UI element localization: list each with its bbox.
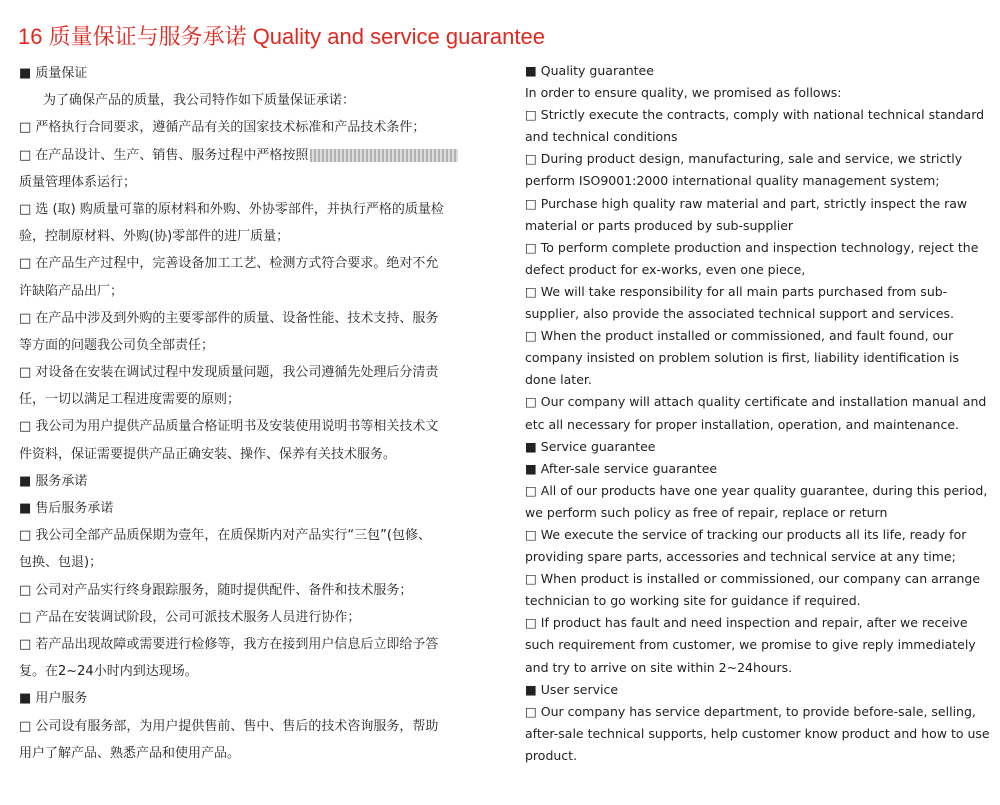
paragraph-line: □ 我公司全部产品质保期为壹年，在质保斯内对产品实行“三包”(包修、 bbox=[19, 528, 431, 544]
page-title: 16 质量保证与服务承诺 Quality and service guarantee bbox=[18, 24, 545, 49]
paragraph-line: supplier, also provide the associated technical support and services. bbox=[525, 306, 955, 322]
paragraph-line: technician to go working site for guidance if required. bbox=[525, 593, 861, 609]
english-column bbox=[525, 60, 995, 767]
section-heading-after-sale: ■ 售后服务承诺 bbox=[19, 501, 114, 516]
paragraph-line: perform ISO9001:2000 international quality management system; bbox=[525, 173, 940, 189]
paragraph-line: 等方面的问题我公司负全部责任； bbox=[19, 337, 215, 353]
paragraph-line: and try to arrive on site within 2~24hours. bbox=[525, 659, 793, 675]
paragraph-line: after-sale technical supports, help customer know product and how to use bbox=[525, 725, 990, 741]
paragraph-line: □ When the product installed or commissioned, and fault found, our bbox=[525, 328, 954, 344]
paragraph-line: □ All of our products have one year quality guarantee, during this period, bbox=[525, 482, 988, 498]
paragraph-line: 许缺陷产品出厂； bbox=[19, 283, 124, 299]
paragraph-line: product. bbox=[525, 747, 578, 763]
section-heading-quality: ■ Quality guarantee bbox=[525, 63, 654, 78]
section-heading-service: ■ Service guarantee bbox=[525, 438, 656, 454]
paragraph-line: 复。在2~24小时内到达现场。 bbox=[19, 664, 198, 680]
paragraph-line: □ Our company has service department, to provide before-sale, selling, bbox=[525, 703, 976, 719]
paragraph-line: providing spare parts, accessories and technical service at any time; bbox=[525, 549, 956, 565]
paragraph-line: we perform such policy as free of repair, replace or return bbox=[525, 504, 888, 520]
paragraph-line: 用户了解产品、熟悉产品和使用产品。 bbox=[19, 745, 241, 761]
paragraph-line: In order to ensure quality, we promised as follows: bbox=[525, 85, 842, 101]
obscured-text-region bbox=[310, 149, 458, 162]
paragraph-line: 验，控制原材料、外购(协)零部件的进厂质量； bbox=[19, 229, 290, 245]
paragraph-line: □ We execute the service of tracking our products all its life, ready for bbox=[525, 526, 967, 542]
paragraph-text: □ 在产品设计、生产、销售、服务过程中严格按照 bbox=[19, 147, 309, 163]
paragraph-line: □ To perform complete production and inspection technology, reject the bbox=[525, 239, 979, 255]
section-heading-quality: ■ 质量保证 bbox=[19, 66, 88, 81]
paragraph-line: □ Our company will attach quality certificate and installation manual and bbox=[525, 394, 987, 410]
paragraph-line: □ 公司设有服务部，为用户提供售前、售中、售后的技术咨询服务，帮助 bbox=[19, 718, 439, 734]
chinese-column bbox=[19, 60, 499, 767]
paragraph-line: □ 选 (取) 购质量可靠的原材料和外购、外协零部件，并执行严格的质量检 bbox=[19, 201, 444, 217]
paragraph-line: 包换、包退)； bbox=[19, 555, 103, 571]
paragraph-line: □ 产品在安装调试阶段，公司可派技术服务人员进行协作； bbox=[19, 609, 361, 625]
paragraph-line: □ 在产品生产过程中，完善设备加工工艺、检测方式符合要求。绝对不允 bbox=[19, 256, 439, 272]
paragraph-line: □ 若产品出现故障或需要进行检修等，我方在接到用户信息后立即给予答 bbox=[19, 636, 439, 652]
paragraph-line: such requirement from customer, we promise to give reply immediately bbox=[525, 637, 976, 653]
paragraph-line: 任，一切以满足工程进度需要的原则； bbox=[19, 392, 241, 408]
paragraph-line bbox=[19, 142, 499, 169]
paragraph-line: □ Purchase high quality raw material and part, strictly inspect the raw bbox=[525, 195, 968, 211]
paragraph-line: □ When product is installed or commissioned, our company can arrange bbox=[525, 571, 981, 587]
paragraph-line: material or parts produced by sub-supplier bbox=[525, 217, 794, 233]
paragraph-line: □ 在产品中涉及到外购的主要零部件的质量、设备性能、技术支持、服务 bbox=[19, 310, 439, 326]
paragraph-line: □ If product has fault and need inspection and repair, after we receive bbox=[525, 615, 968, 631]
paragraph-line: 件资料，保证需要提供产品正确安装、操作、保养有关技术服务。 bbox=[19, 446, 397, 462]
paragraph-line: □ 严格执行合同要求，遵循产品有关的国家技术标准和产品技术条件； bbox=[19, 120, 426, 136]
paragraph-line: 质量管理体系运行； bbox=[19, 174, 137, 190]
paragraph-line: □ We will take responsibility for all main parts purchased from sub- bbox=[525, 283, 948, 299]
paragraph-line: □ During product design, manufacturing, sale and service, we strictly bbox=[525, 151, 963, 167]
section-heading-user-service: ■ User service bbox=[525, 681, 619, 697]
section-heading-user-service: ■ 用户服务 bbox=[19, 691, 88, 707]
section-heading-service: ■ 服务承诺 bbox=[19, 473, 88, 489]
section-heading-after-sale: ■ After-sale service guarantee bbox=[525, 460, 718, 476]
paragraph-line: □ 公司对产品实行终身跟踪服务，随时提供配件、备件和技术服务； bbox=[19, 582, 413, 598]
paragraph-line: 为了确保产品的质量，我公司特作如下质量保证承诺： bbox=[43, 93, 356, 109]
paragraph-line: etc all necessary for proper installation, operation, and maintenance. bbox=[525, 416, 960, 432]
paragraph-line: company insisted on problem solution is first, liability identification is bbox=[525, 350, 959, 366]
paragraph-line: □ Strictly execute the contracts, comply with national technical standard bbox=[525, 107, 985, 123]
paragraph-line: defect product for ex-works, even one piece, bbox=[525, 261, 806, 277]
paragraph-line: □ 我公司为用户提供产品质量合格证明书及安装使用说明书等相关技术文 bbox=[19, 419, 439, 435]
paragraph-line: □ 对设备在安装在调试过程中发现质量问题，我公司遵循先处理后分清责 bbox=[19, 365, 439, 381]
paragraph-line: and technical conditions bbox=[525, 129, 678, 145]
paragraph-line: done later. bbox=[525, 372, 592, 388]
